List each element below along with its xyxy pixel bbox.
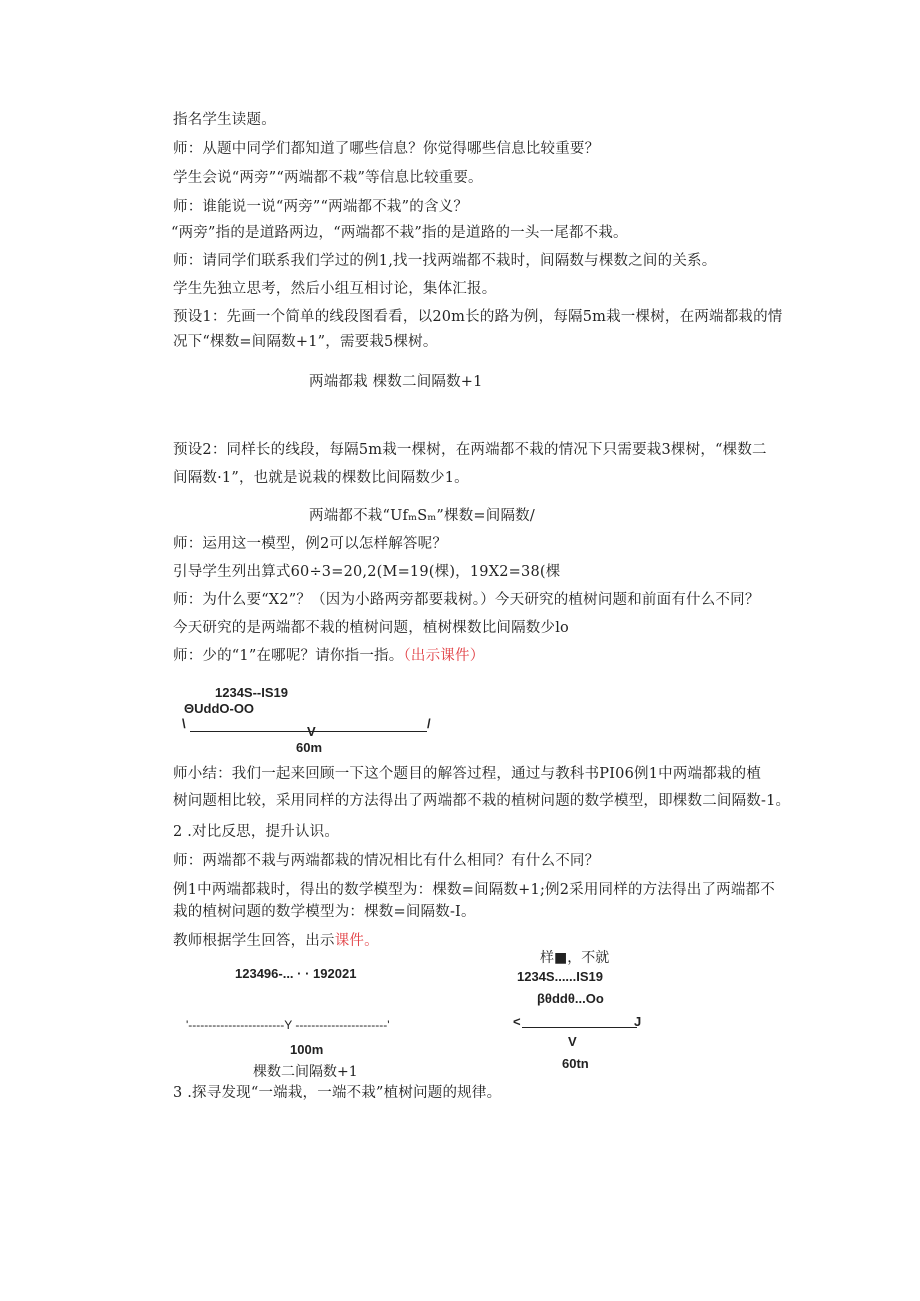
paragraph: 师：谁能说一说“两旁”“两端都不栽”的含义？ (173, 199, 469, 215)
paragraph: 师：从题中同学们都知道了哪些信息？你觉得哪些信息比较重要？ (173, 141, 600, 157)
tree-number-labels: 1234S--IS19 (215, 685, 288, 700)
paragraph: 例1中两端都栽时，得出的数学模型为：棵数=间隔数+1;例2采用同样的方法得出了两端都不 (173, 882, 775, 898)
paragraph-text: 师：少的“1”在哪呢？请你指一指。 (173, 648, 404, 664)
paragraph: 预设1：先画一个简单的线段图看看，以20m长的路为例，每隔5m栽一棵树，在两端都栽的情 (173, 309, 783, 325)
paragraph: 学生会说“两旁”“两端都不栽”等信息比较重要。 (173, 170, 483, 186)
paragraph: 师：两端都不栽与两端都栽的情况相比有什么相同？有什么不同？ (173, 853, 600, 869)
segment-left-end: \ (182, 716, 186, 731)
road-line (522, 1027, 637, 1028)
paragraph: 师：为什么要“X2”？（因为小路两旁都要栽树。）今天研究的植树问题和前面有什么不同？ (173, 592, 760, 608)
tree-markers: ΘUddO-OO (184, 701, 255, 716)
brace-mark: V (307, 724, 316, 739)
paragraph: 况下“棵数=间隔数+1”，需要栽5棵树。 (173, 334, 438, 350)
paragraph: 师：请同学们联系我们学过的例1,找一找两端都不栽时，间隔数与棵数之间的关系。 (173, 253, 717, 269)
paragraph: 引导学生列出算式60÷3=20,2(M=19(棵)，19X2=38(棵 (173, 564, 561, 580)
tree-number-labels: 123496-... · · 192021 (235, 966, 357, 981)
tree-number-labels: 1234S......IS19 (517, 969, 604, 984)
paragraph: 师：运用这一模型，例2可以怎样解答呢？ (173, 536, 448, 552)
figure-caption: 样■，不就 (540, 950, 610, 966)
paragraph: 树问题相比较，采用同样的方法得出了两端都不栽的植树问题的数学模型，即棵数二间隔数-1。 (173, 793, 791, 809)
paragraph (173, 646, 484, 666)
tree-markers: βθddθ...Oo (537, 991, 604, 1006)
paragraph: 3 .探寻发现“一端栽，一端不栽”植树问题的规律。 (173, 1085, 502, 1101)
paragraph: “两旁”指的是道路两边，“两端都不栽”指的是道路的一头一尾都不栽。 (171, 225, 628, 241)
courseware-note: 课件。 (334, 933, 379, 949)
courseware-note: （出示课件） (403, 648, 485, 664)
paragraph: 今天研究的是两端都不栽的植树问题，植树棵数比间隔数少lo (173, 620, 569, 636)
model-caption: 两端都栽 棵数二间隔数+1 (309, 374, 483, 390)
model-caption: 两端都不栽“UfₘSₘ”棵数=间隔数/ (309, 508, 535, 524)
length-label: 60tn (562, 1056, 589, 1071)
segment-left-end: < (513, 1014, 521, 1029)
segment-right-end: / (427, 716, 431, 731)
paragraph: 师小结：我们一起来回顾一下这个题目的解答过程，通过与教科书PI06例1中两端都栽的植 (173, 766, 762, 782)
model-formula: 棵数二间隔数+1 (253, 1064, 358, 1080)
paragraph: 间隔数·1”，也就是说栽的棵数比间隔数少1。 (173, 470, 469, 486)
paragraph: 预设2：同样长的线段，每隔5m栽一棵树，在两端都不栽的情况下只需要栽3棵树，“棵数二 (173, 442, 767, 458)
length-label: 100m (290, 1042, 324, 1057)
length-label: 60m (296, 740, 323, 755)
paragraph: 2 .对比反思，提升认识。 (173, 824, 340, 840)
road-line-with-marker: '------------------------Y -----------------------' (186, 1018, 390, 1032)
paragraph-text: 教师根据学生回答，出示 (173, 933, 335, 949)
paragraph: 栽的植树问题的数学模型为：棵数=间隔数-I。 (173, 904, 476, 920)
segment-right-end: J (634, 1014, 642, 1029)
paragraph: 学生先独立思考，然后小组互相讨论，集体汇报。 (173, 281, 497, 297)
paragraph (173, 931, 379, 951)
paragraph: 指名学生读题。 (173, 112, 276, 128)
brace-mark: V (568, 1034, 577, 1049)
